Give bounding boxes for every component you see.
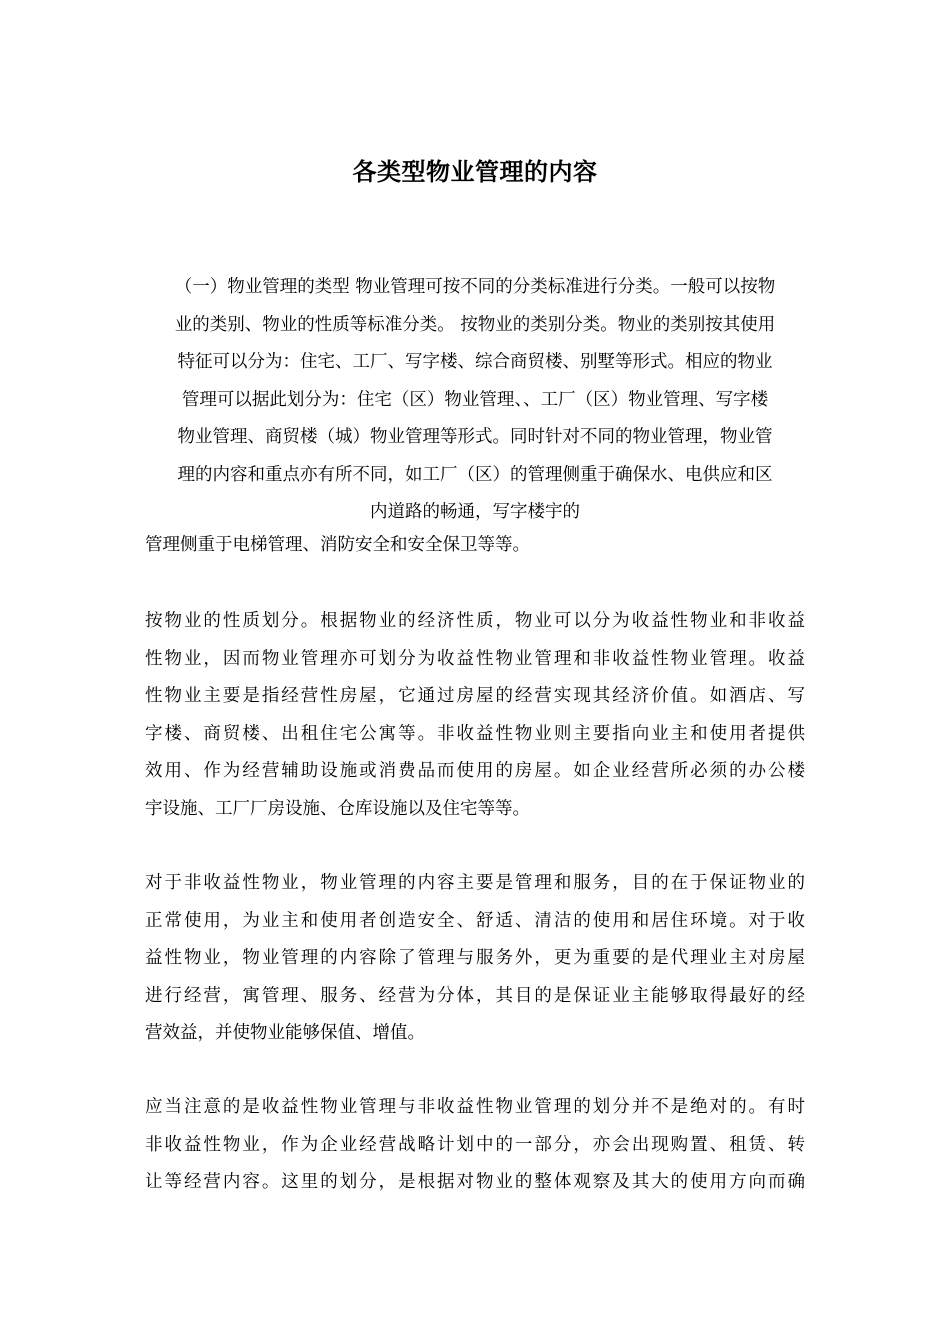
paragraph-line: 益性物业，物业管理的内容除了管理与服务外，更为重要的是代理业主对房屋 (145, 948, 805, 968)
paragraph-types-continuation (145, 527, 805, 565)
paragraph-non-income (145, 865, 805, 1053)
paragraph-line: 物业管理、商贸楼（城）物业管理等形式。同时针对不同的物业管理，物业管 (177, 427, 773, 447)
paragraph-line: 进行经营，寓管理、服务、经营为分体，其目的是保证业主能够取得最好的经 (145, 985, 805, 1006)
paragraph-by-nature (145, 603, 805, 828)
paragraph-line: 宇设施、工厂厂房设施、仓库设施以及住宅等等。 (145, 798, 530, 819)
paragraph-line: 特征可以分为：住宅、工厂、写字楼、综合商贸楼、别墅等形式。相应的物业 (177, 352, 773, 372)
paragraph-line: 应当注意的是收益性物业管理与非收益性物业管理的划分并不是绝对的。有时 (145, 1097, 805, 1117)
paragraph-line: 非收益性物业，作为企业经营战略计划中的一部分，亦会出现购置、租赁、转 (145, 1134, 805, 1155)
paragraph-types (140, 269, 810, 532)
paragraph-note (145, 1089, 805, 1202)
paragraph-line: 正常使用，为业主和使用者创造安全、舒适、清洁的使用和居住环境。对于收 (145, 910, 805, 931)
paragraph-line: 业的类别、物业的性质等标准分类。 按物业的类别分类。物业的类别按其使用 (174, 314, 776, 335)
paragraph-line: 管理可以据此划分为：住宅（区）物业管理、、工厂（区）物业管理、写字楼 (181, 389, 769, 410)
paragraph-line: （一）物业管理的类型 物业管理可按不同的分类标准进行分类。一般可以按物 (174, 277, 776, 297)
paragraph-line: 性物业，因而物业管理亦可划分为收益性物业管理和非收益性物业管理。收益 (145, 648, 805, 669)
paragraph-line: 管理侧重于电梯管理、消防安全和安全保卫等等。 (145, 535, 530, 555)
paragraph-line: 按物业的性质划分。根据物业的经济性质，物业可以分为收益性物业和非收益 (145, 611, 805, 631)
paragraph-line: 对于非收益性物业，物业管理的内容主要是管理和服务，目的在于保证物业的 (145, 873, 805, 893)
paragraph-line: 让等经营内容。这里的划分，是根据对物业的整体观察及其大的使用方向而确 (145, 1172, 805, 1192)
paragraph-line: 字楼、商贸楼、出租住宅公寓等。非收益性物业则主要指向业主和使用者提供 (145, 723, 805, 744)
paragraph-line: 性物业主要是指经营性房屋，它通过房屋的经营实现其经济价值。如酒店、写 (145, 686, 805, 706)
paragraph-line: 内道路的畅通，写字楼宇的 (370, 502, 580, 522)
document-title: 各类型物业管理的内容 (352, 158, 598, 186)
paragraph-line: 营效益，并使物业能够保值、增值。 (145, 1023, 425, 1043)
paragraph-line: 效用、作为经营辅助设施或消费品而使用的房屋。如企业经营所必须的办公楼 (145, 761, 805, 781)
paragraph-line: 理的内容和重点亦有所不同，如工厂（区）的管理侧重于确保水、电供应和区 (177, 464, 773, 485)
